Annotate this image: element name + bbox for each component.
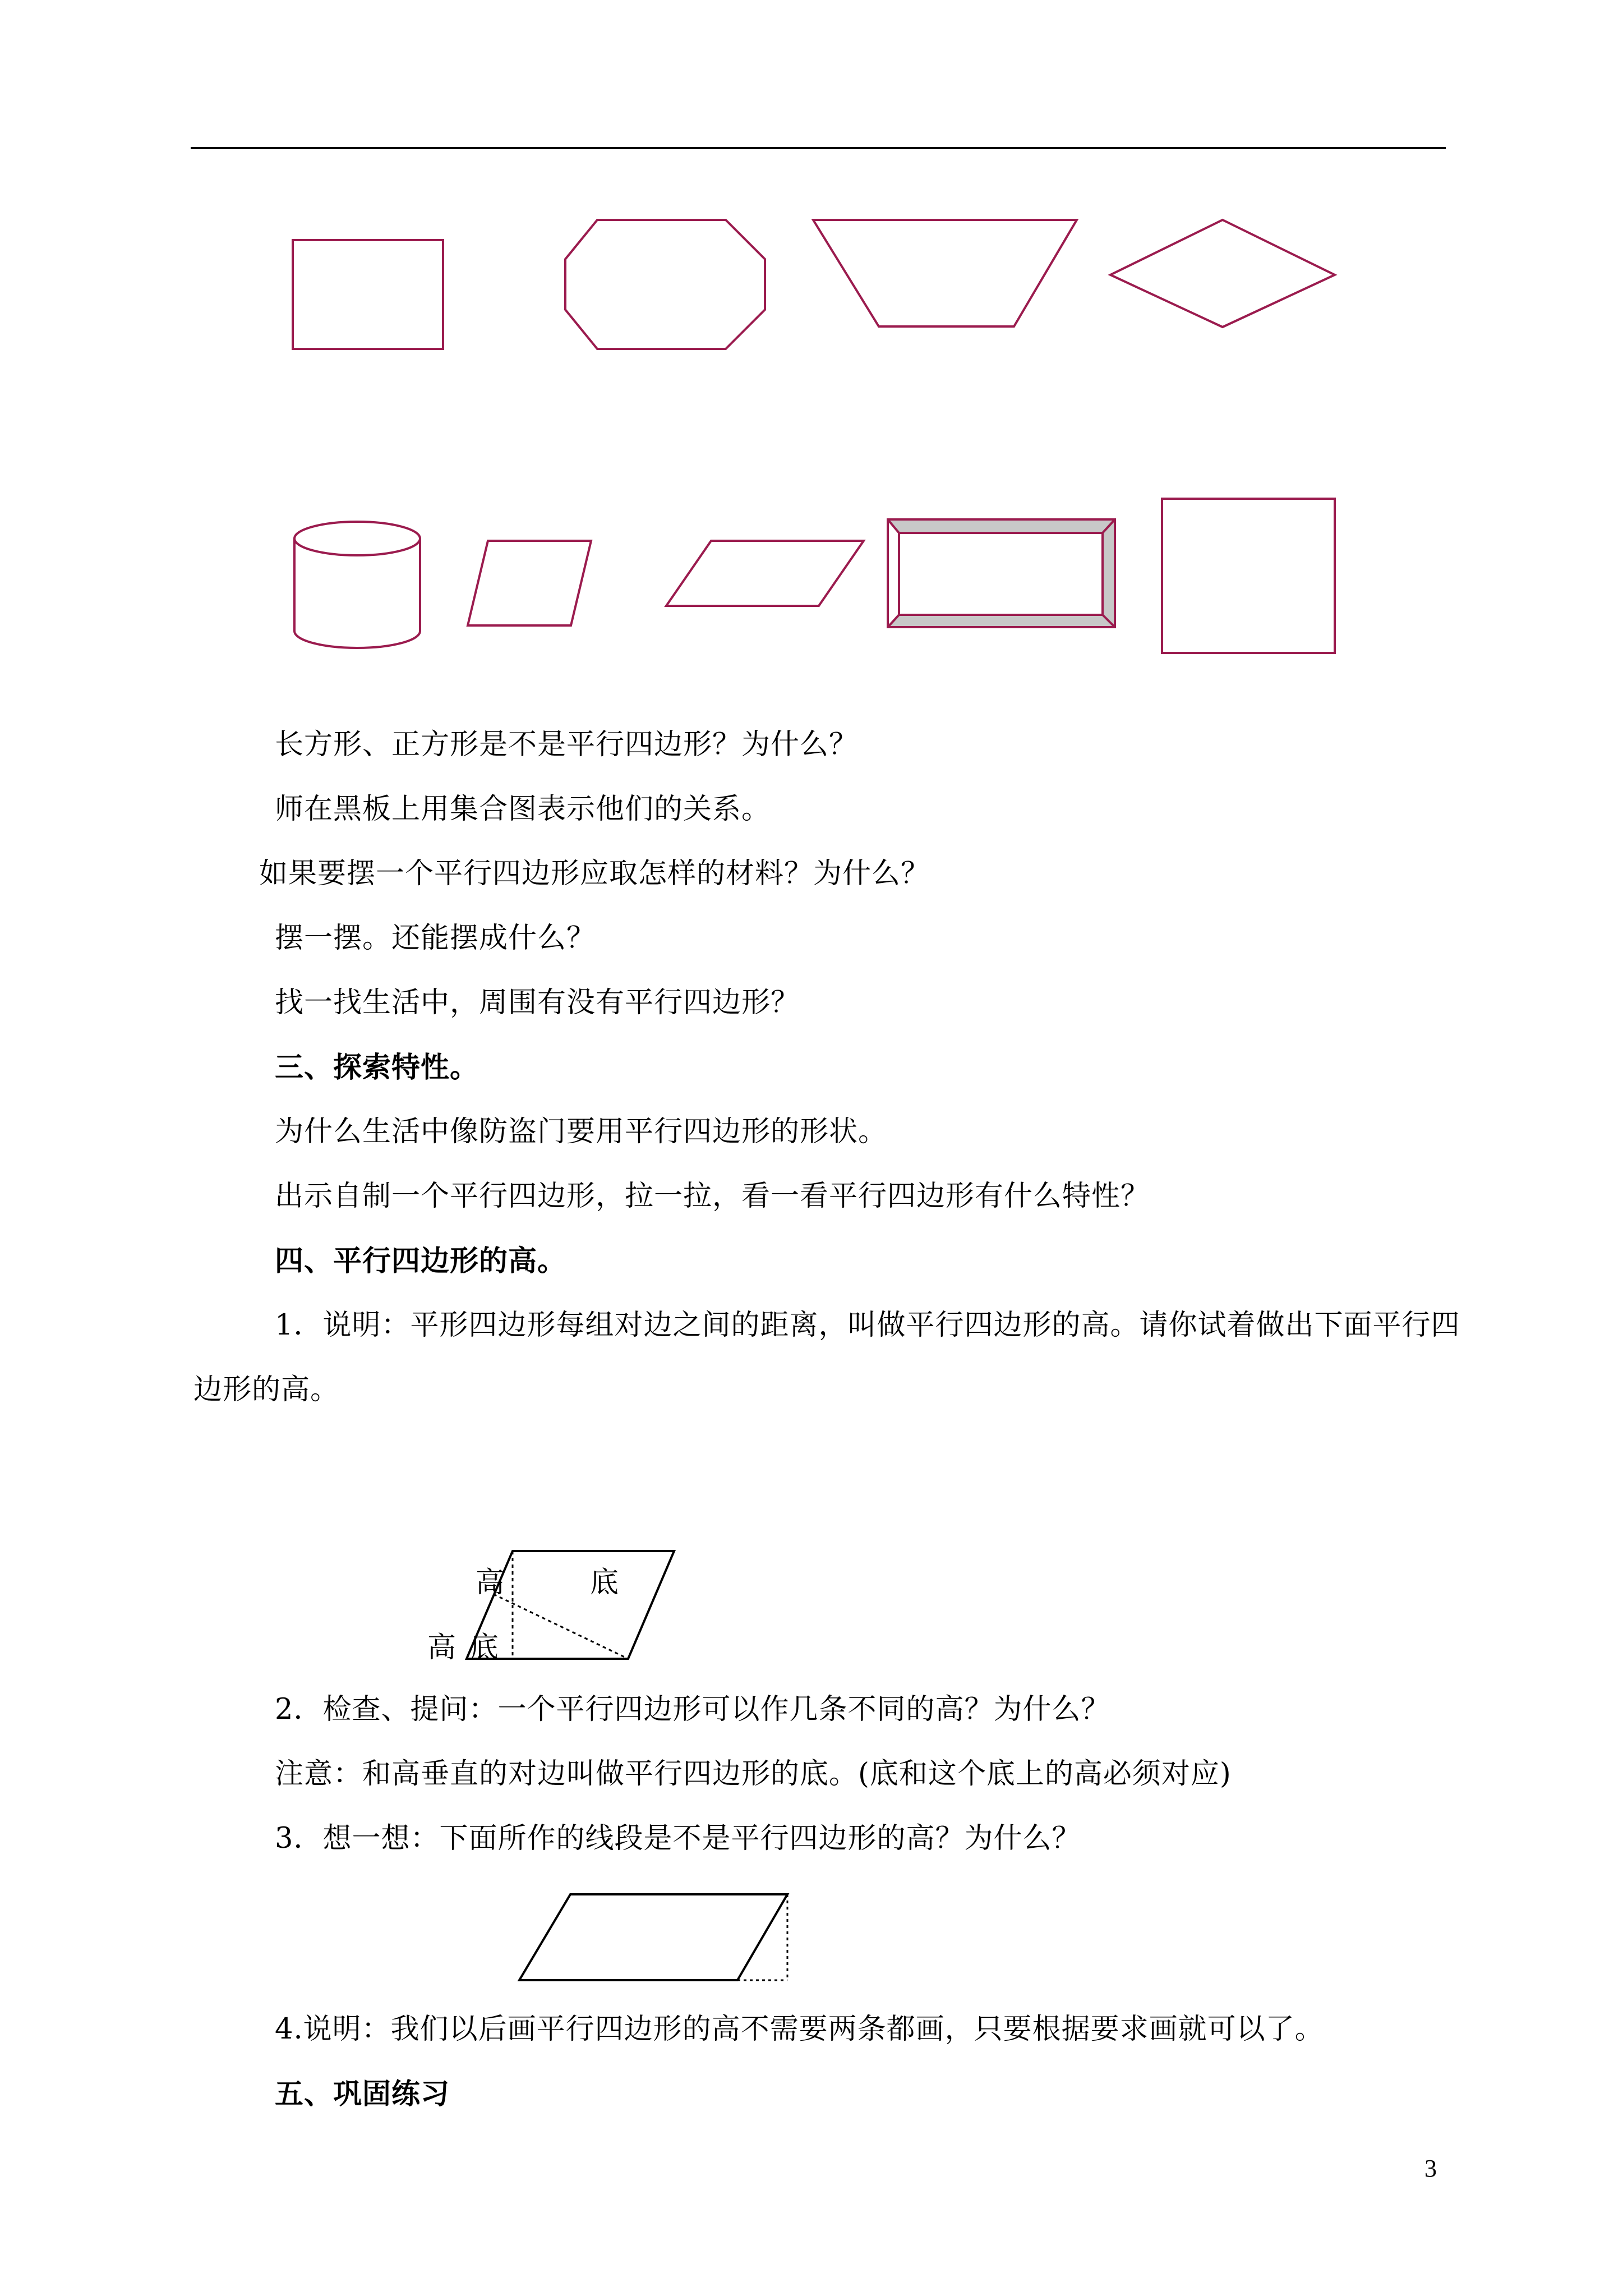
- height-label-upper: 高: [476, 1566, 505, 1599]
- parallelogram-shape-wide: [666, 541, 864, 606]
- base-label-upper: 底: [590, 1566, 619, 1599]
- paragraph-security-door: 为什么生活中像防盗门要用平行四边形的形状。: [275, 1115, 888, 1148]
- octagon-shape: [565, 220, 765, 349]
- paragraph-set-diagram: 师在黑板上用集合图表示他们的关系。: [275, 793, 771, 826]
- height-label-lower: 高: [427, 1631, 457, 1664]
- section-heading-3: 三、探索特性。: [275, 1051, 479, 1084]
- parallelogram-shape-tall: [468, 541, 591, 625]
- paragraph-question-rectangle-square: 长方形、正方形是不是平行四边形？为什么？: [275, 728, 859, 761]
- paragraph-find-in-life: 找一找生活中，周围有没有平行四边形？: [275, 986, 800, 1019]
- section-heading-5: 五、巩固练习: [275, 2077, 450, 2111]
- paragraph-arrange: 摆一摆。还能摆成什么？: [275, 922, 596, 955]
- square-shape: [1162, 499, 1335, 653]
- paragraph-height-definition-cont: 边形的高。: [193, 1373, 340, 1406]
- section-heading-4: 四、平行四边形的高。: [275, 1244, 567, 1278]
- paragraph-note-base: 注意：和高垂直的对边叫做平行四边形的底。(底和这个底上的高必须对应): [275, 1757, 1232, 1791]
- paragraph-materials-question: 如果要摆一个平行四边形应取怎样的材料？为什么？: [259, 857, 930, 890]
- cylinder-shape: [294, 522, 420, 648]
- rectangle-shape: [293, 240, 443, 349]
- rhombus-shape: [1110, 220, 1335, 327]
- beveled-frame-shape: [888, 519, 1115, 627]
- paragraph-height-definition: 1．说明：平形四边形每组对边之间的距离，叫做平行四边形的高。请你试着做出下面平行四: [275, 1309, 1460, 1342]
- page-number: 3: [1424, 2155, 1437, 2182]
- question3-parallelogram: [519, 1894, 787, 1980]
- base-label-lower: 底: [470, 1631, 499, 1664]
- trapezoid-shape: [813, 220, 1077, 326]
- paragraph-pull-demo: 出示自制一个平行四边形，拉一拉，看一看平行四边形有什么特性？: [275, 1180, 1150, 1213]
- paragraph-check-question: 2．检查、提问：一个平行四边形可以作几条不同的高？为什么？: [275, 1693, 1110, 1726]
- paragraph-think-question: 3．想一想：下面所作的线段是不是平行四边形的高？为什么？: [275, 1822, 1081, 1855]
- paragraph-drawing-note: 4.说明：我们以后画平行四边形的高不需要两条都画，只要根据要求画就可以了。: [275, 2013, 1324, 2046]
